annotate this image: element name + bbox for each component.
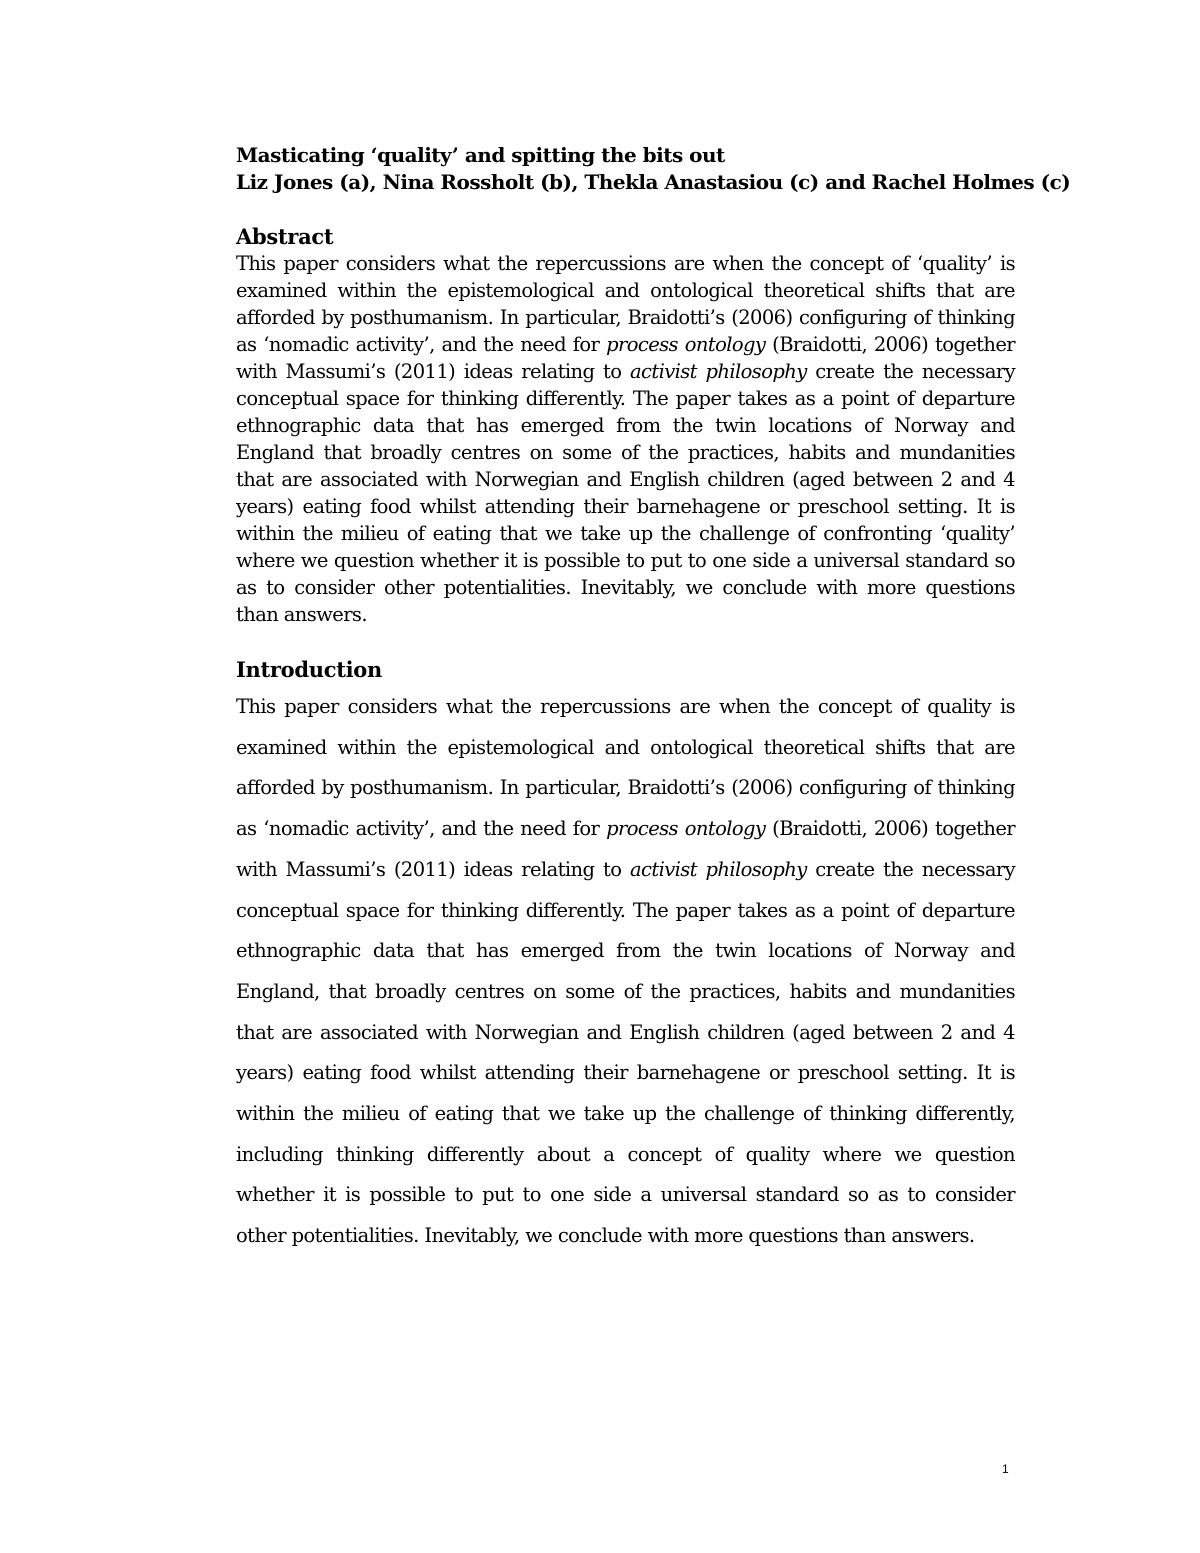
paper-authors: Liz Jones (a), Nina Rossholt (b), Thekla Anastasiou (c) and Rachel Holmes (c)	[236, 170, 1071, 194]
introduction-text-part-3: create the necessary conceptual space for thinking differently. The paper takes as a point of departure ethnographic data that has emerged from the twin locations of Norway and England, that broadly centres on some of the practices, habits and mundanities that are associated with Norwegian and English children (aged between 2 and 4 years) eating food whilst attending their barnehagene or preschool setting. It is within the milieu of eating that we take up the challenge of thinking differently, including thinking differently about a concept of quality where we question whether it is possible to put to one side a universal standard so as to consider other potentialities. Inevitably, we conclude with more questions than answers.	[236, 857, 1015, 1248]
abstract-text-part-2: (Braidotti, 2006) together with Massumi’s (2011) ideas relating to	[236, 333, 1016, 383]
paper-page	[236, 142, 1071, 1257]
abstract-text-part-3: create the necessary conceptual space for thinking differently. The paper takes as a point of departure ethnographic data that has emerged from the twin locations of Norway and England that broadly centres on some of the practices, habits and mundanities that are associated with Norwegian and English children (aged between 2 and 4 years) eating food whilst attending their barnehagene or preschool setting. It is within the milieu of eating that we take up the challenge of confronting ‘quality’ where we question whether it is possible to put to one side a universal standard so as to consider other potentialities. Inevitably, we conclude with more questions than answers.	[236, 360, 1015, 626]
abstract-heading: Abstract	[236, 224, 334, 249]
introduction-text-part-2: (Braidotti, 2006) together with Massumi’s (2011) ideas relating to	[236, 817, 1016, 881]
abstract-text-part-1: This paper considers what the repercussions are when the concept of ‘quality’ is examined within the epistemological and ontological theoretical shifts that are afforded by posthumanism. In particular, Braidotti’s (2006) configuring of thinking as ‘nomadic activity’, and the need for	[236, 252, 1015, 356]
introduction-text	[236, 687, 1015, 1257]
abstract-emphasis-process-ontology: process ontology	[606, 333, 766, 356]
paper-title: Masticating ‘quality’ and spitting the bits out	[236, 143, 725, 167]
introduction-heading: Introduction	[236, 657, 382, 682]
abstract-text	[236, 250, 1015, 628]
abstract-emphasis-activist-philosophy: activist philosophy	[630, 360, 807, 383]
introduction-emphasis-activist-philosophy: activist philosophy	[630, 857, 807, 881]
introduction-emphasis-process-ontology: process ontology	[606, 817, 766, 841]
page-number: 1	[1002, 1462, 1009, 1476]
introduction-text-part-1: This paper considers what the repercussions are when the concept of quality is examined within the epistemological and ontological theoretical shifts that are afforded by posthumanism. In particular, Braidotti’s (2006) configuring of thinking as ‘nomadic activity’, and the need for	[236, 695, 1015, 841]
